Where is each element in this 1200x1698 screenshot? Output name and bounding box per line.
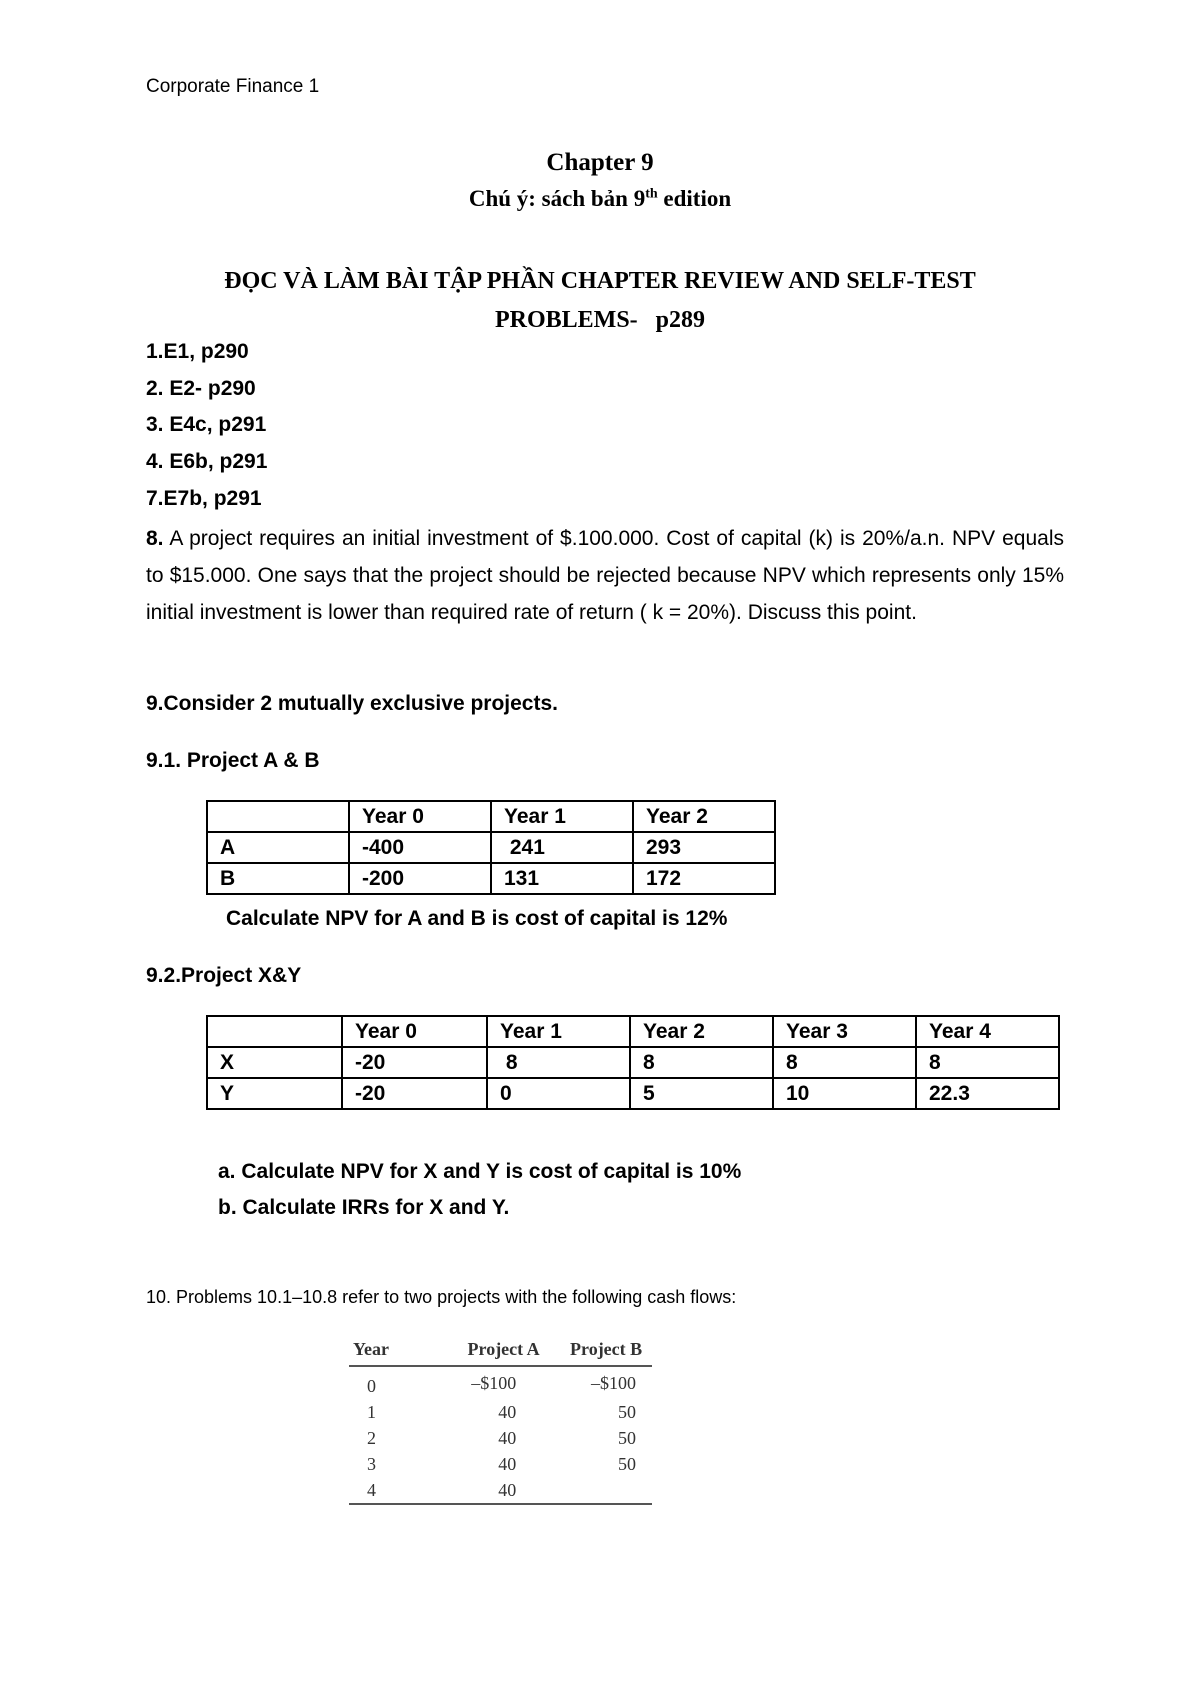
table-cell: 40 xyxy=(498,1401,517,1422)
project-ab-table xyxy=(206,800,776,895)
table-cell: Y xyxy=(207,1078,342,1109)
table-header-cell: Project B xyxy=(560,1333,652,1366)
exercise-item: 4. E6b, p291 xyxy=(146,450,268,473)
table-cell: Year 1 xyxy=(487,1016,630,1047)
exercise-item: 1.E1, p290 xyxy=(146,340,249,363)
table-cell: 40 xyxy=(498,1427,517,1448)
table-cell: –$100 xyxy=(591,1372,636,1393)
table-cell: Year 2 xyxy=(633,801,775,832)
table-cell: 50 xyxy=(618,1453,636,1474)
table-cell: Year 4 xyxy=(916,1016,1059,1047)
table-row xyxy=(349,1366,652,1399)
problem-8-number: 8. xyxy=(146,527,164,550)
table-row xyxy=(207,832,775,863)
table-cell: 8 xyxy=(773,1047,916,1078)
table-row xyxy=(207,1047,1059,1078)
table-cell: 10 xyxy=(773,1078,916,1109)
table-cell: Year 0 xyxy=(349,801,491,832)
table-cell: B xyxy=(207,863,349,894)
table-cell: -400 xyxy=(349,832,491,863)
table-cell: Year 2 xyxy=(630,1016,773,1047)
table-row xyxy=(349,1425,652,1451)
edition-note xyxy=(0,186,1200,212)
table-cell: 1 xyxy=(367,1401,376,1422)
table-cell: 8 xyxy=(487,1047,630,1078)
table-cell: 4 xyxy=(349,1477,447,1504)
edition-note-superscript: th xyxy=(645,186,658,202)
table-cell: 0 xyxy=(487,1078,630,1109)
problem-9-2-title: 9.2.Project X&Y xyxy=(146,964,302,987)
table-row xyxy=(207,1078,1059,1109)
table-cell: Year 0 xyxy=(342,1016,487,1047)
problem-9-title: 9.Consider 2 mutually exclusive projects. xyxy=(146,692,558,715)
table-cell: 0 xyxy=(367,1375,376,1396)
problem-8 xyxy=(146,520,1064,631)
table-header-cell: Year xyxy=(349,1333,447,1366)
table-cell: 22.3 xyxy=(916,1078,1059,1109)
table-cell: 172 xyxy=(633,863,775,894)
table-cell: 241 xyxy=(491,832,633,863)
table-header-row xyxy=(207,1016,1059,1047)
section-heading xyxy=(0,262,1200,340)
table-cell: 5 xyxy=(630,1078,773,1109)
table-cell: Year 3 xyxy=(773,1016,916,1047)
table-row xyxy=(207,863,775,894)
table-cell xyxy=(207,801,349,832)
table-cell: 293 xyxy=(633,832,775,863)
table-cell: X xyxy=(207,1047,342,1078)
exercise-item: 2. E2- p290 xyxy=(146,377,256,400)
question-b: b. Calculate IRRs for X and Y. xyxy=(218,1196,510,1219)
exercise-item: 7.E7b, p291 xyxy=(146,487,262,510)
question-a: a. Calculate NPV for X and Y is cost of capital is 10% xyxy=(218,1160,742,1183)
table-cell: 40 xyxy=(498,1453,517,1474)
table-cell: 40 xyxy=(447,1477,560,1504)
problem-8-text: A project requires an initial investment of $.100.000. Cost of capital (k) is 20%/a.n. NPV equals to $15.000. One says that the project should be rejected because NPV which represents only 15% initial investment is lower than required rate of return ( k = 20%). Discuss this point. xyxy=(146,527,1064,624)
project-ab-caption: Calculate NPV for A and B is cost of capital is 12% xyxy=(226,907,728,930)
table-header-cell: Project A xyxy=(447,1333,560,1366)
section-heading-line-2: PROBLEMS- p289 xyxy=(494,307,706,333)
table-cell: 8 xyxy=(630,1047,773,1078)
running-header: Corporate Finance 1 xyxy=(146,76,320,97)
problem-10-intro: 10. Problems 10.1–10.8 refer to two projects with the following cash flows: xyxy=(146,1287,737,1307)
table-cell xyxy=(207,1016,342,1047)
chapter-title: Chapter 9 xyxy=(546,149,654,176)
table-cell: -200 xyxy=(349,863,491,894)
table-cell: Year 1 xyxy=(491,801,633,832)
table-cell: -20 xyxy=(342,1047,487,1078)
table-cell: 8 xyxy=(916,1047,1059,1078)
table-cell: 50 xyxy=(618,1427,636,1448)
table-cell: 3 xyxy=(367,1453,376,1474)
table-cell: 2 xyxy=(367,1427,376,1448)
cash-flow-table xyxy=(349,1333,652,1505)
table-cell: 131 xyxy=(491,863,633,894)
table-cell: 50 xyxy=(618,1401,636,1422)
table-cell: -20 xyxy=(342,1078,487,1109)
table-header-row xyxy=(349,1333,652,1366)
problem-9-1-title: 9.1. Project A & B xyxy=(146,749,320,772)
section-heading-line-1: ĐỌC VÀ LÀM BÀI TẬP PHẦN CHAPTER REVIEW AND SELF-TEST xyxy=(224,268,976,294)
table-row xyxy=(349,1399,652,1425)
edition-note-suffix: edition xyxy=(657,186,732,211)
table-header-row xyxy=(207,801,775,832)
project-xy-table xyxy=(206,1015,1060,1110)
table-cell xyxy=(560,1477,652,1504)
table-row xyxy=(349,1477,652,1504)
exercise-item: 3. E4c, p291 xyxy=(146,413,267,436)
table-cell: –$100 xyxy=(471,1372,517,1393)
edition-note-text: Chú ý: sách bản 9 xyxy=(468,186,646,211)
table-cell: A xyxy=(207,832,349,863)
table-row xyxy=(349,1451,652,1477)
